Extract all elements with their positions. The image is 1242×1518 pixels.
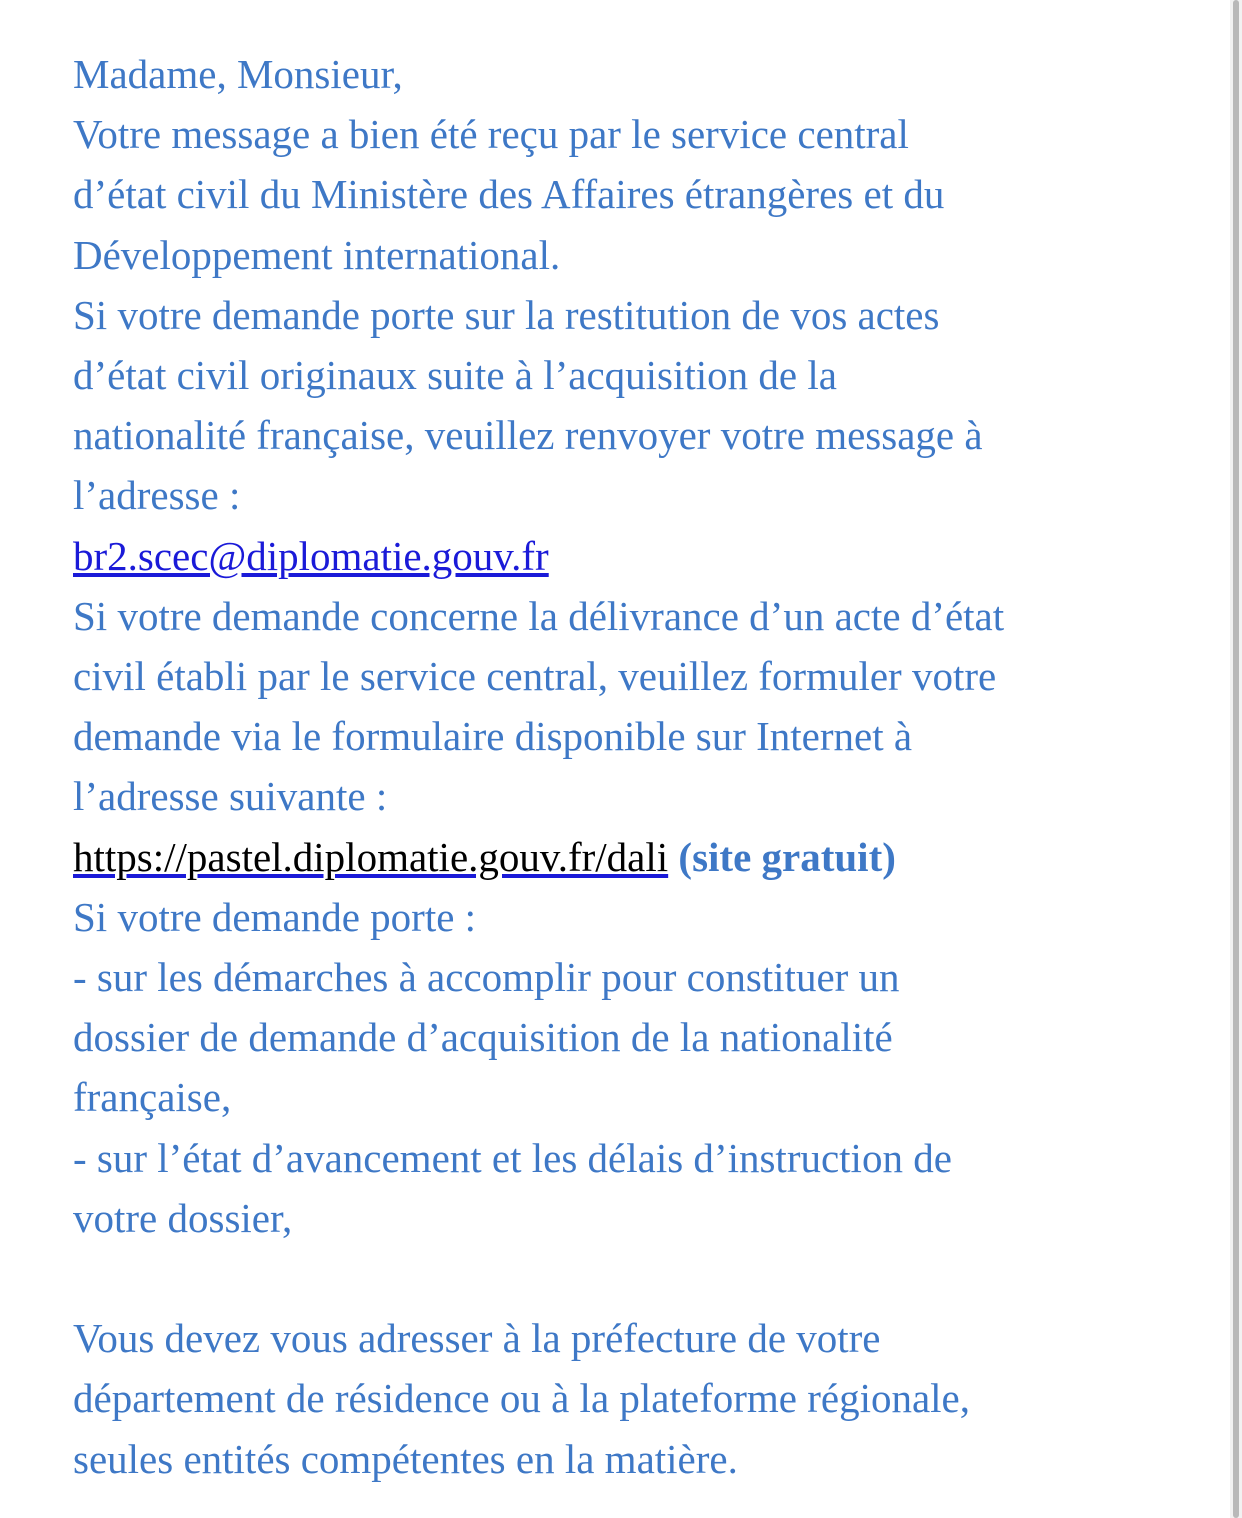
message-line: demande via le formulaire disponible sur Internet à — [73, 713, 913, 760]
message-line: civil établi par le service central, veuillez formuler votre — [73, 653, 997, 700]
list-item-line: - sur les démarches à accomplir pour constituer un — [73, 954, 900, 1001]
message-line: Si votre demande porte sur la restitution de vos actes — [73, 291, 940, 338]
message-body — [73, 44, 1183, 1489]
scrollbar-thumb[interactable] — [1233, 0, 1239, 1518]
paragraph-spacer — [73, 1248, 1183, 1308]
message-line: d’état civil originaux suite à l’acquisition de la — [73, 352, 837, 399]
message-line: l’adresse : — [73, 472, 241, 519]
closing-line: seules entités compétentes en la matière. — [73, 1435, 738, 1482]
dali-url-link[interactable]: https://pastel.diplomatie.gouv.fr/dali — [73, 833, 669, 880]
free-site-note: (site gratuit) — [678, 833, 896, 880]
vertical-scrollbar[interactable] — [1230, 0, 1242, 1518]
greeting-line: Madame, Monsieur, — [73, 51, 403, 97]
list-item-line: dossier de demande d’acquisition de la nationalité — [73, 1014, 893, 1061]
url-line — [73, 827, 1183, 887]
email-line — [73, 526, 1183, 586]
message-line: Si votre demande porte : — [73, 893, 477, 940]
list-item-line: française, — [73, 1074, 232, 1121]
message-line: Votre message a bien été reçu par le service central — [73, 111, 909, 158]
message-line: Développement international. — [73, 231, 561, 278]
list-item-line: votre dossier, — [73, 1194, 293, 1241]
closing-line: département de résidence ou à la plateforme régionale, — [73, 1375, 970, 1422]
email-link[interactable]: br2.scec@diplomatie.gouv.fr — [73, 532, 549, 579]
message-line: nationalité française, veuillez renvoyer votre message à — [73, 412, 983, 459]
list-item-line: - sur l’état d’avancement et les délais d’instruction de — [73, 1134, 952, 1181]
message-line: l’adresse suivante : — [73, 773, 388, 820]
message-line: Si votre demande concerne la délivrance d’un acte d’état — [73, 592, 1005, 639]
message-line: d’état civil du Ministère des Affaires étrangères et du — [73, 171, 945, 218]
closing-line: Vous devez vous adresser à la préfecture de votre — [73, 1315, 881, 1362]
